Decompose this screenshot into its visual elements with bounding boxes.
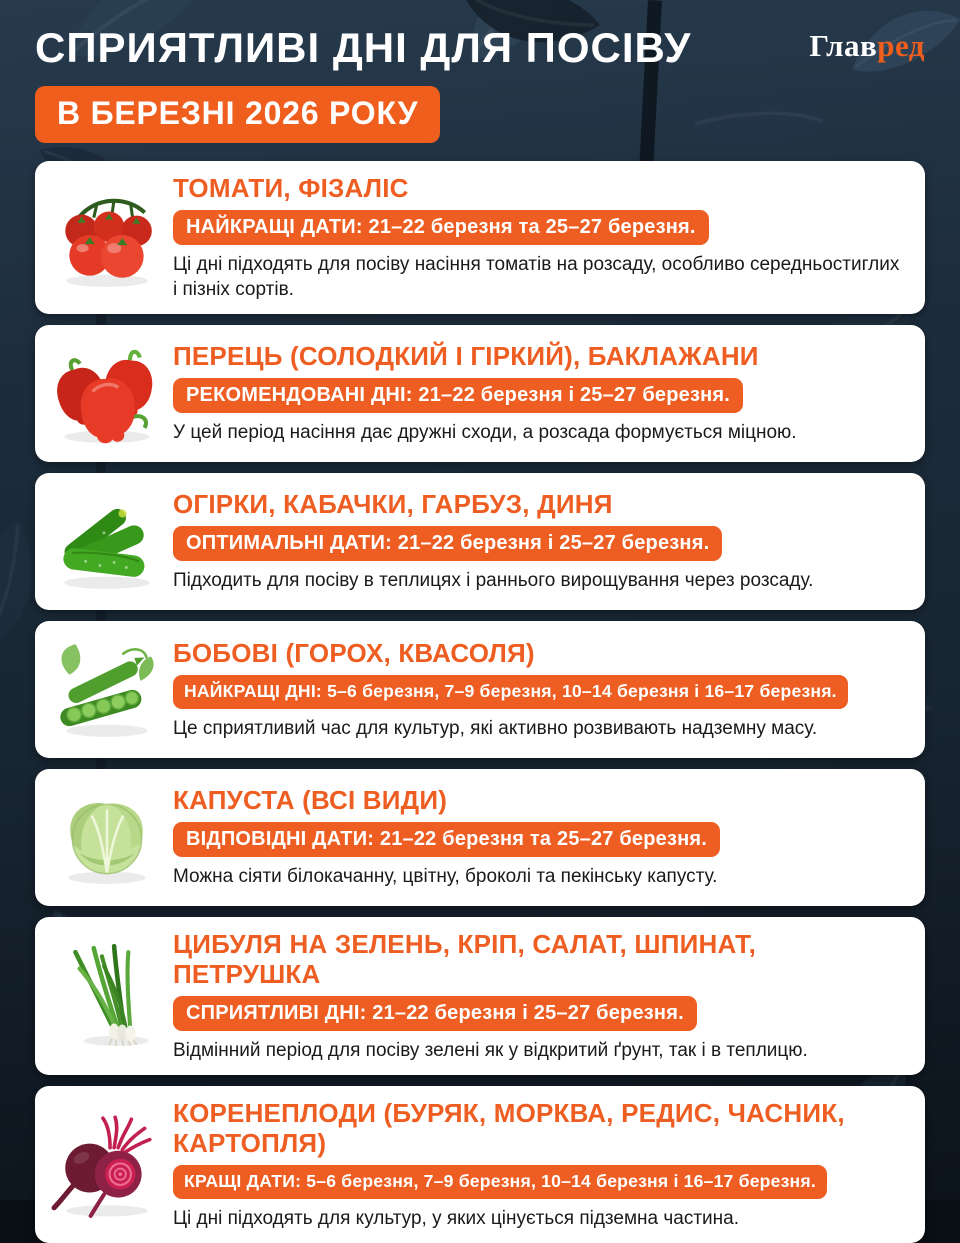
beets-image bbox=[45, 1108, 169, 1222]
card-cabbage bbox=[35, 769, 925, 906]
card-title: ОГІРКИ, КАБАЧКИ, ГАРБУЗ, ДИНЯ bbox=[173, 489, 613, 520]
card-cucumbers bbox=[35, 473, 925, 610]
card-beets bbox=[35, 1086, 925, 1243]
card-title: ТОМАТИ, ФІЗАЛІС bbox=[173, 173, 409, 204]
peppers-image bbox=[45, 337, 169, 451]
card-tomatoes bbox=[35, 161, 925, 314]
brand-logo-orange: ред bbox=[877, 28, 925, 63]
card-peas bbox=[35, 621, 925, 758]
card-title: КОРЕНЕПЛОДИ (БУРЯК, МОРКВА, РЕДИС, ЧАСНИК, КАРТОПЛЯ) bbox=[173, 1097, 845, 1158]
card-peppers bbox=[35, 325, 925, 462]
date-badge: ОПТИМАЛЬНІ ДАТИ: 21–22 березня і 25–27 березня. bbox=[173, 526, 722, 561]
card-description: У цей період насіння дає дружні сходи, а розсада формується міцною. bbox=[173, 422, 797, 444]
cabbage-image bbox=[45, 781, 169, 895]
tomatoes-image bbox=[45, 181, 169, 295]
card-description: Це сприятливий час для культур, які активно розвивають надземну масу. bbox=[173, 717, 818, 739]
cards-list bbox=[35, 161, 925, 1243]
peas-image bbox=[45, 633, 169, 747]
brand-logo bbox=[809, 28, 925, 64]
brand-logo-white: Глав bbox=[809, 28, 878, 63]
header bbox=[35, 0, 925, 143]
date-badge: СПРИЯТЛИВІ ДНІ: 21–22 березня і 25–27 березня. bbox=[173, 996, 697, 1031]
date-badge: РЕКОМЕНДОВАНІ ДНІ: 21–22 березня і 25–27 березня. bbox=[173, 378, 743, 413]
date-badge: НАЙКРАЩІ ДНІ: 5–6 березня, 7–9 березня, 10–14 березня і 16–17 березня. bbox=[173, 675, 848, 709]
date-badge: НАЙКРАЩІ ДАТИ: 21–22 березня та 25–27 березня. bbox=[173, 210, 709, 245]
card-green-onions bbox=[35, 917, 925, 1075]
green-onions-image bbox=[45, 939, 169, 1053]
card-description: Можна сіяти білокачанну, цвітну, броколі та пекінську капусту. bbox=[173, 866, 718, 888]
month-badge: В БЕРЕЗНІ 2026 РОКУ bbox=[35, 86, 440, 143]
card-title: КАПУСТА (ВСІ ВИДИ) bbox=[173, 785, 448, 816]
card-description: Ці дні підходять для посіву насіння томатів на розсаду, особливо середньостиглих і пізніх сортів. bbox=[173, 254, 900, 300]
card-description: Відмінний період для посіву зелені як у відкритий ґрунт, так і в теплицю. bbox=[173, 1039, 808, 1061]
date-badge: ВІДПОВІДНІ ДАТИ: 21–22 березня та 25–27 березня. bbox=[173, 822, 720, 857]
card-description: Підходить для посіву в теплицях і раннього вирощування через розсаду. bbox=[173, 570, 814, 592]
date-badge: КРАЩІ ДАТИ: 5–6 березня, 7–9 березня, 10–14 березня і 16–17 березня. bbox=[173, 1165, 827, 1199]
page-title: СПРИЯТЛИВІ ДНІ ДЛЯ ПОСІВУ bbox=[35, 24, 692, 71]
card-title: ЦИБУЛЯ НА ЗЕЛЕНЬ, КРІП, САЛАТ, ШПИНАТ, ПЕТРУШКА bbox=[173, 928, 757, 989]
card-description: Ці дні підходять для культур, у яких цінується підземна частина. bbox=[173, 1208, 740, 1230]
cucumbers-image bbox=[45, 485, 169, 599]
card-title: БОБОВІ (ГОРОХ, КВАСОЛЯ) bbox=[173, 637, 535, 668]
card-title: ПЕРЕЦЬ (СОЛОДКИЙ І ГІРКИЙ), БАКЛАЖАНИ bbox=[173, 341, 759, 372]
